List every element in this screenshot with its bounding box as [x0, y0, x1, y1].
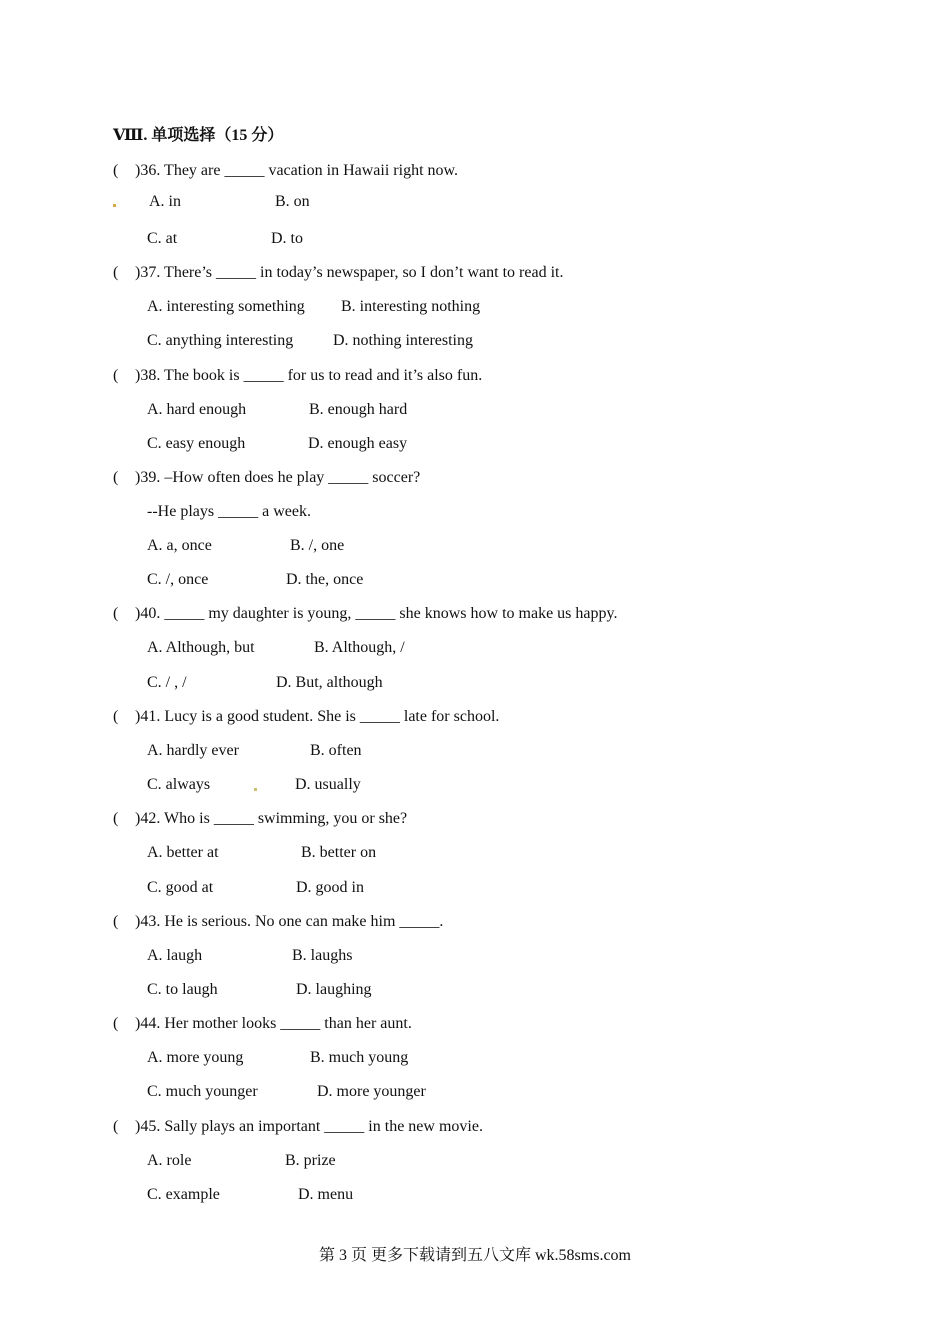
- question-39-stem: )39. –How often does he play _____ soccer?: [135, 469, 421, 486]
- question-42-option-c: C. good at: [147, 879, 214, 896]
- question-38-option-a: A. hard enough: [147, 401, 247, 418]
- question-39-continuation: --He plays _____ a week.: [147, 503, 311, 520]
- question-37-stem: )37. There’s _____ in today’s newspaper, so I don’t want to read it.: [135, 264, 564, 281]
- question-37-option-a: A. interesting something: [147, 298, 305, 315]
- question-37-option-b: B. interesting nothing: [341, 298, 481, 315]
- question-42-option-a: A. better at: [147, 844, 219, 861]
- question-41-option-d: D. usually: [295, 776, 361, 793]
- question-44-option-b: B. much young: [310, 1049, 409, 1066]
- question-37-option-d: D. nothing interesting: [333, 332, 473, 349]
- question-43-option-d: D. laughing: [296, 981, 372, 998]
- question-40-option-d: D. But, although: [276, 674, 383, 691]
- question-44-option-c: C. much younger: [147, 1083, 258, 1100]
- question-45-stem: )45. Sally plays an important _____ in the new movie.: [135, 1118, 483, 1135]
- question-38-option-c: C. easy enough: [147, 435, 246, 452]
- answer-bracket: (: [113, 1015, 119, 1032]
- question-38-option-b: B. enough hard: [309, 401, 408, 418]
- question-39-option-a: A. a, once: [147, 537, 212, 554]
- question-42-stem: )42. Who is _____ swimming, you or she?: [135, 810, 408, 827]
- answer-bracket: (: [113, 913, 119, 930]
- question-40-option-b: B. Although, /: [314, 639, 405, 656]
- question-39-option-c: C. /, once: [147, 571, 209, 588]
- question-40-option-a: A. Although, but: [147, 639, 255, 656]
- question-40-stem: )40. _____ my daughter is young, _____ she knows how to make us happy.: [135, 605, 618, 622]
- question-38-option-d: D. enough easy: [308, 435, 408, 452]
- question-43-option-c: C. to laugh: [147, 981, 218, 998]
- question-44-stem: )44. Her mother looks _____ than her aunt.: [135, 1015, 412, 1032]
- question-40-option-c: C. / , /: [147, 674, 187, 691]
- question-43-option-b: B. laughs: [292, 947, 353, 964]
- question-45-option-b: B. prize: [285, 1152, 336, 1169]
- answer-bracket: (: [113, 1118, 119, 1135]
- question-41-option-b: B. often: [310, 742, 362, 759]
- answer-bracket: (: [113, 469, 119, 486]
- question-42-option-d: D. good in: [296, 879, 364, 896]
- question-36-option-b: B. on: [275, 193, 310, 210]
- answer-bracket: (: [113, 708, 119, 725]
- question-37-option-c: C. anything interesting: [147, 332, 294, 349]
- question-39-option-d: D. the, once: [286, 571, 364, 588]
- question-41-option-c: C. always: [147, 776, 211, 793]
- section-title: Ⅷ. 单项选择（15 分）: [113, 127, 284, 144]
- answer-bracket: (: [113, 264, 119, 281]
- page-footer: 第 3 页 更多下载请到五八文库 wk.58sms.com: [318, 1247, 631, 1264]
- question-45-option-a: A. role: [147, 1152, 192, 1169]
- question-43-stem: )43. He is serious. No one can make him _____.: [135, 913, 444, 930]
- answer-bracket: (: [113, 367, 119, 384]
- answer-bracket: (: [113, 162, 119, 179]
- question-36-option-c: C. at: [147, 230, 178, 247]
- answer-bracket: (: [113, 605, 119, 622]
- question-45-option-d: D. menu: [298, 1186, 354, 1203]
- decorative-dot: [113, 204, 116, 207]
- question-45-option-c: C. example: [147, 1186, 220, 1203]
- question-43-option-a: A. laugh: [147, 947, 203, 964]
- question-38-stem: )38. The book is _____ for us to read and it’s also fun.: [135, 367, 483, 384]
- question-41-option-a: A. hardly ever: [147, 742, 239, 759]
- answer-bracket: (: [113, 810, 119, 827]
- question-36-option-d: D. to: [271, 230, 303, 247]
- decorative-dot: [254, 788, 257, 791]
- question-39-option-b: B. /, one: [290, 537, 345, 554]
- question-44-option-d: D. more younger: [317, 1083, 426, 1100]
- question-42-option-b: B. better on: [301, 844, 377, 861]
- question-44-option-a: A. more young: [147, 1049, 244, 1066]
- question-41-stem: )41. Lucy is a good student. She is _____ late for school.: [135, 708, 500, 725]
- question-36-stem: )36. They are _____ vacation in Hawaii right now.: [135, 162, 459, 179]
- question-36-option-a: A. in: [149, 193, 181, 210]
